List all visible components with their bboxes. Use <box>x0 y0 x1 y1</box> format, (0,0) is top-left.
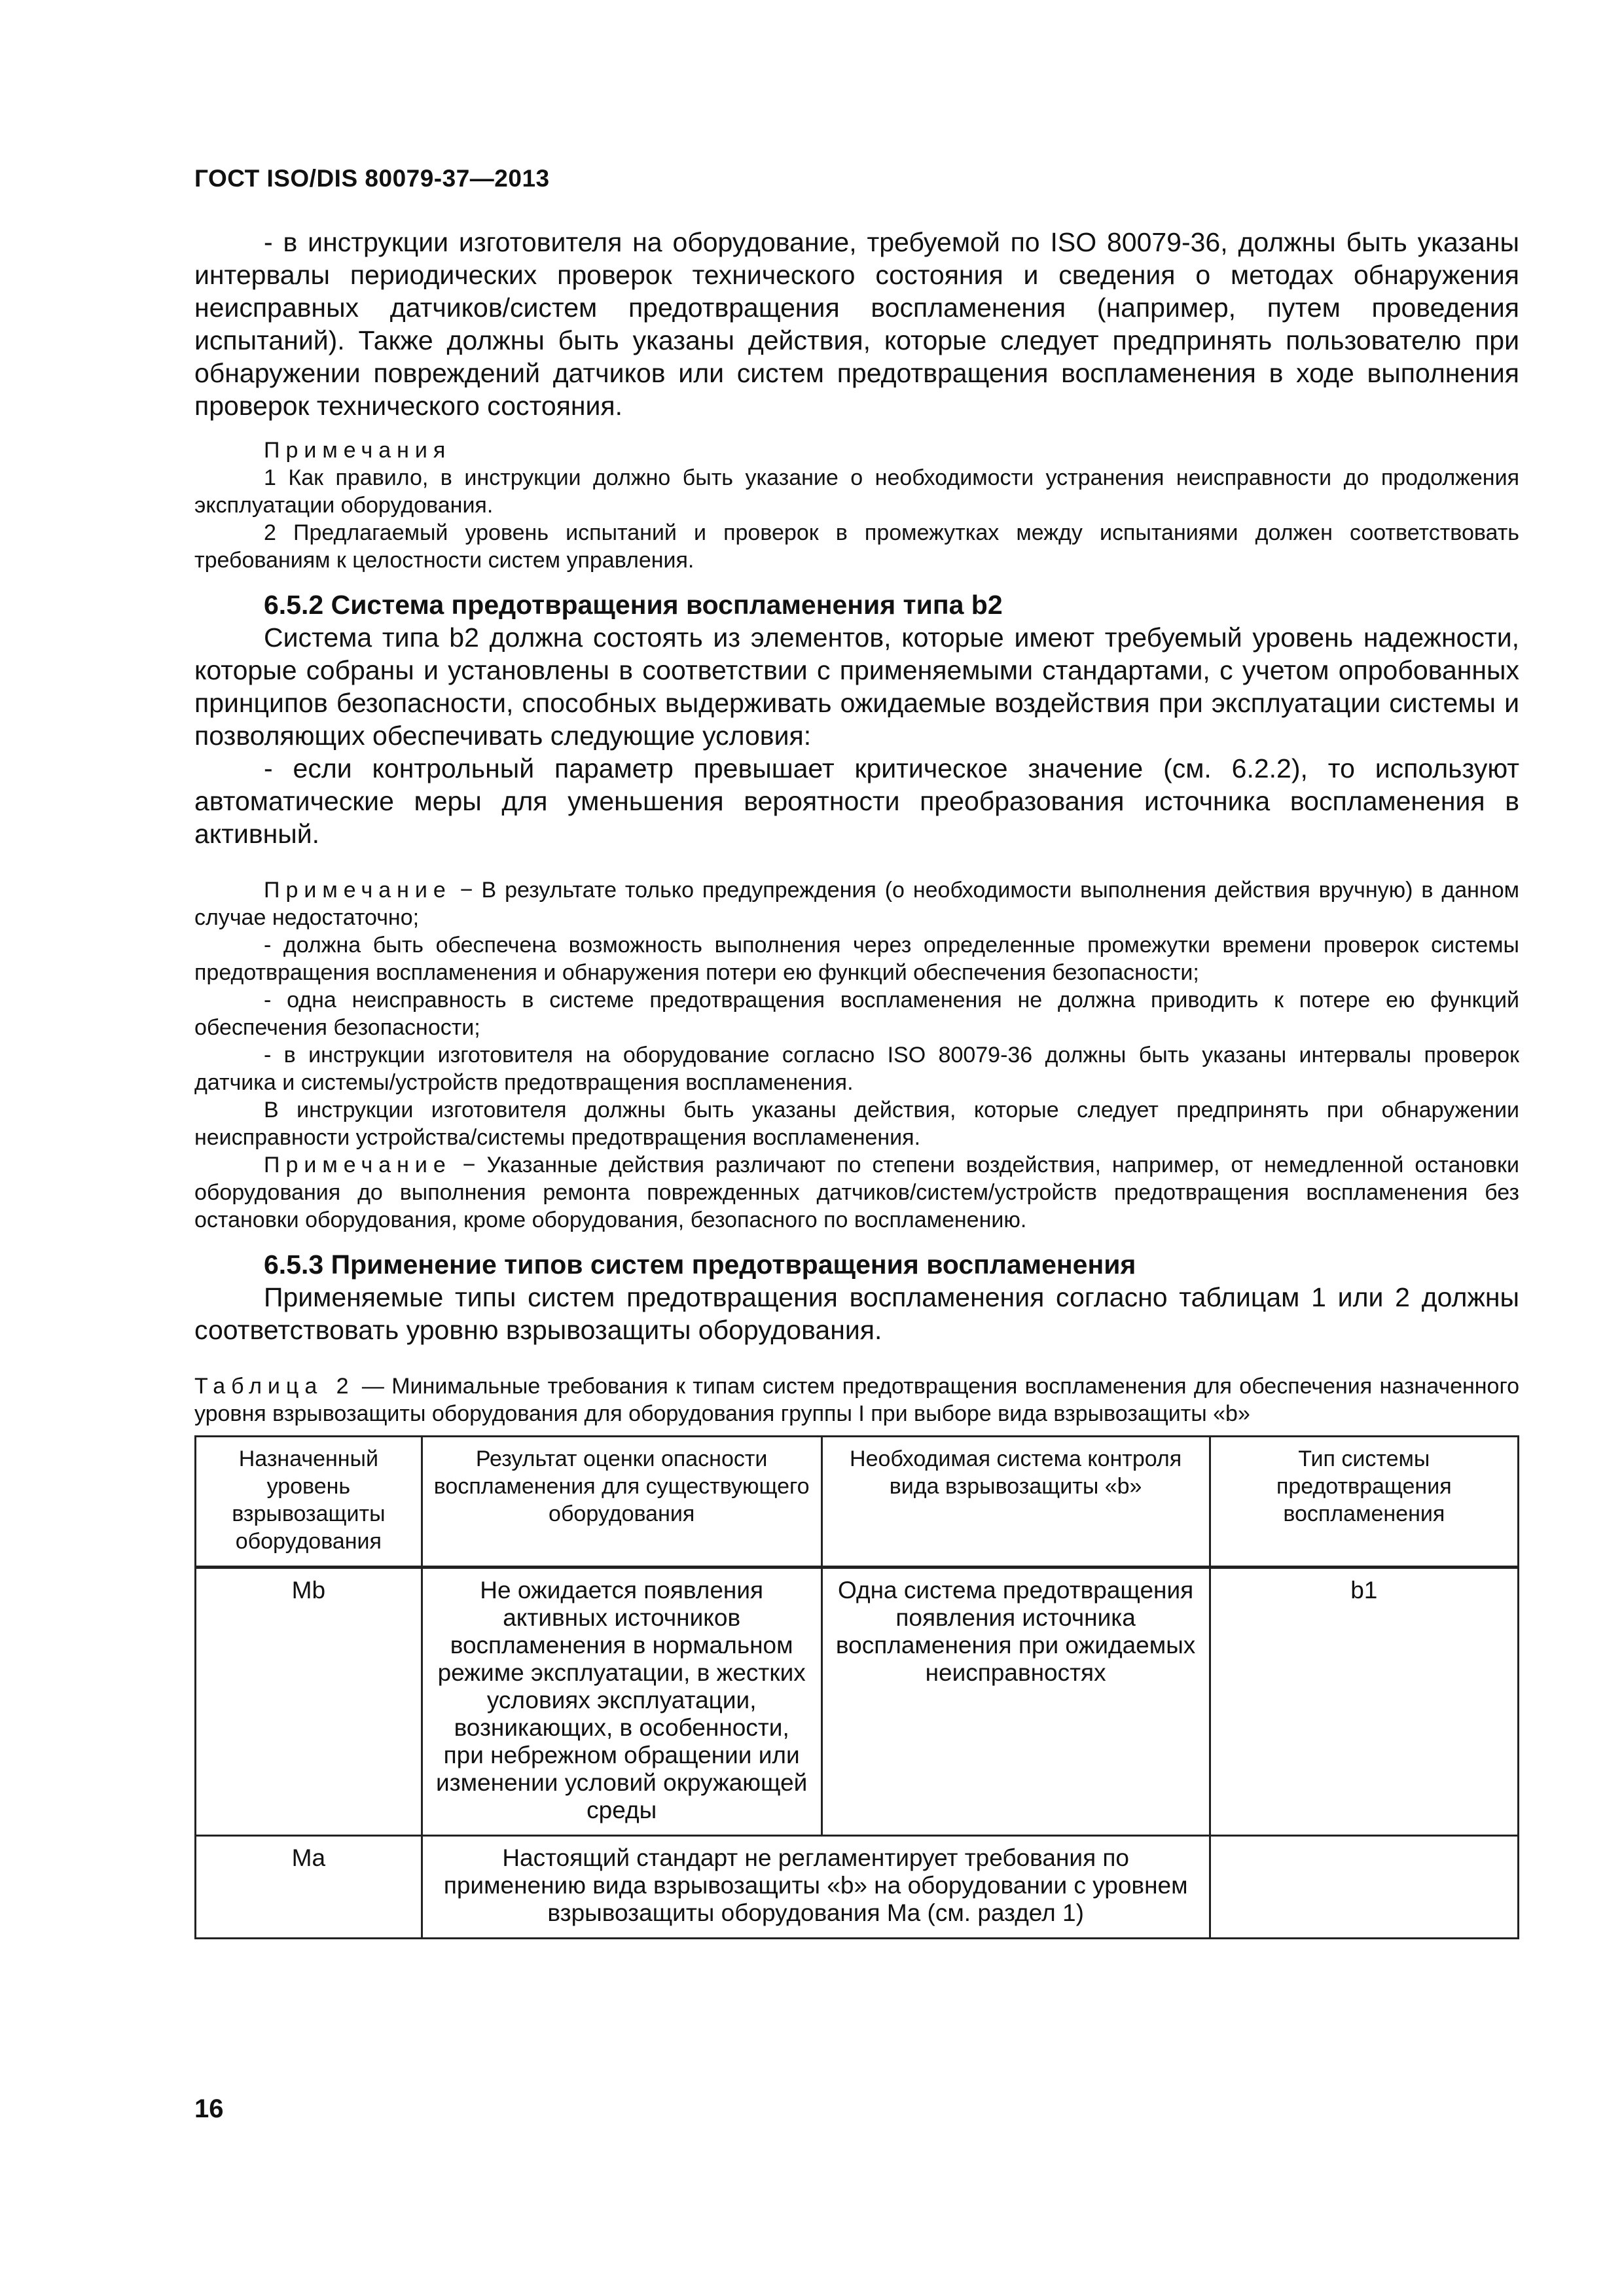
table-header-cell: Необходимая система контроля вида взрывозащиты «b» <box>821 1437 1210 1568</box>
section-heading-653: 6.5.3 Применение типов систем предотвращения воспламенения <box>264 1249 1136 1280</box>
table-cell: Одна система предотвращения появления источника воспламенения при ожидаемых неисправностях <box>821 1568 1210 1836</box>
paragraph-652-b: - если контрольный параметр превышает критическое значение (см. 6.2.2), то используют автоматические меры для уменьшения вероятности преобразования источника воспламенения в активный. <box>194 753 1519 849</box>
page-number: 16 <box>194 2094 224 2123</box>
table-cell: Ma <box>196 1836 422 1939</box>
list-item: В инструкции изготовителя должны быть указаны действия, которые следует предпринять при обнаружении неисправности устройства/системы предотвращения воспламенения. <box>194 1098 1519 1150</box>
table-header-cell: Результат оценки опасности воспламенения для существующего оборудования <box>422 1437 821 1568</box>
notes-title: Примечания <box>264 438 452 463</box>
note-label: Примечание <box>264 878 452 903</box>
table-header-cell: Назначенный уровень взрывозащиты оборудования <box>196 1437 422 1568</box>
note-label: Примечание <box>264 1153 452 1177</box>
note-1: 1 Как правило, в инструкции должно быть указание о необходимости устранения неисправности до продолжения эксплуатации оборудования. <box>194 465 1519 518</box>
note-text: − В результате только предупреждения (о необходимости выполнения действия вручную) в данном случае недостаточно; <box>194 878 1519 930</box>
paragraph-653: Применяемые типы систем предотвращения воспламенения согласно таблицам 1 или 2 должны соответствовать уровню взрывозащиты оборудования. <box>194 1282 1519 1345</box>
section-heading-652: 6.5.2 Система предотвращения воспламенения типа b2 <box>264 590 1003 620</box>
table-cell <box>1210 1836 1518 1939</box>
table-row <box>196 1568 1519 1836</box>
list-item: - одна неисправность в системе предотвращения воспламенения не должна приводить к потере ею функций обеспечения безопасности; <box>194 988 1519 1040</box>
table-header-row <box>196 1437 1519 1568</box>
requirements-table <box>194 1435 1519 1939</box>
document-body <box>194 226 1519 1939</box>
table-cell: b1 <box>1210 1568 1518 1836</box>
paragraph-instructions: - в инструкции изготовителя на оборудование, требуемой по ISO 80079-36, должны быть указаны интервалы периодических проверок технического состояния и сведения о методах обнаружения неисправных датчиков/систем предотвращения воспламенения (например, путем проведения испытаний). Также должны быть указаны действия, которые следует предпринять пользователю при обнаружении повреждений датчиков или систем предотвращения воспламенения в ходе выполнения проверок технического состояния. <box>194 227 1519 421</box>
paragraph-652-a: Система типа b2 должна состоять из элементов, которые имеют требуемый уровень надежности, которые собраны и установлены в соответствии с применяемыми стандартами, с учетом опробованных принципов безопасности, способных выдерживать ожидаемые воздействия при эксплуатации системы и позволяющих обеспечивать следующие условия: <box>194 622 1519 751</box>
list-item: - должна быть обеспечена возможность выполнения через определенные промежутки времени проверок системы предотвращения воспламенения и обнаружения потери ею функций обеспечения безопасности; <box>194 933 1519 985</box>
list-item: - в инструкции изготовителя на оборудование согласно ISO 80079-36 должны быть указаны интервалы проверок датчика и системы/устройств предотвращения воспламенения. <box>194 1043 1519 1095</box>
note-single <box>194 1151 1519 1234</box>
table-cell-merged: Настоящий стандарт не регламентирует требования по применению вида взрывозащиты «b» на оборудовании с уровнем взрывозащиты оборудования Ma (см. раздел 1) <box>422 1836 1210 1939</box>
table-caption-text: — Минимальные требования к типам систем предотвращения воспламенения для обеспечения назначенного уровня взрывозащиты оборудования для оборудования группы I при выборе вида взрывозащиты «b» <box>194 1374 1520 1426</box>
table-row <box>196 1836 1519 1939</box>
table-cell: Mb <box>196 1568 422 1836</box>
table-header-cell: Тип системы предотвращения воспламенения <box>1210 1437 1518 1568</box>
table-caption <box>194 1372 1519 1427</box>
table-cell: Не ожидается появления активных источников воспламенения в нормальном режиме эксплуатации, в жестких условиях эксплуатации, возникающих, в особенности, при небрежном обращении или изменении условий окружающей среды <box>422 1568 821 1836</box>
note-2: 2 Предлагаемый уровень испытаний и проверок в промежутках между испытаниями должен соответствовать требованиям к целостности систем управления. <box>194 520 1519 573</box>
table-label: Таблица 2 <box>194 1374 355 1399</box>
note-single <box>194 876 1519 931</box>
document-header: ГОСТ ISO/DIS 80079-37—2013 <box>194 165 550 192</box>
note-text: − Указанные действия различают по степени воздействия, например, от немедленной остановки оборудования до выполнения ремонта поврежденных датчиков/систем/устройств предотвращения воспламенения без остановки оборудования, кроме оборудования, безопасного по воспламенению. <box>194 1153 1519 1232</box>
